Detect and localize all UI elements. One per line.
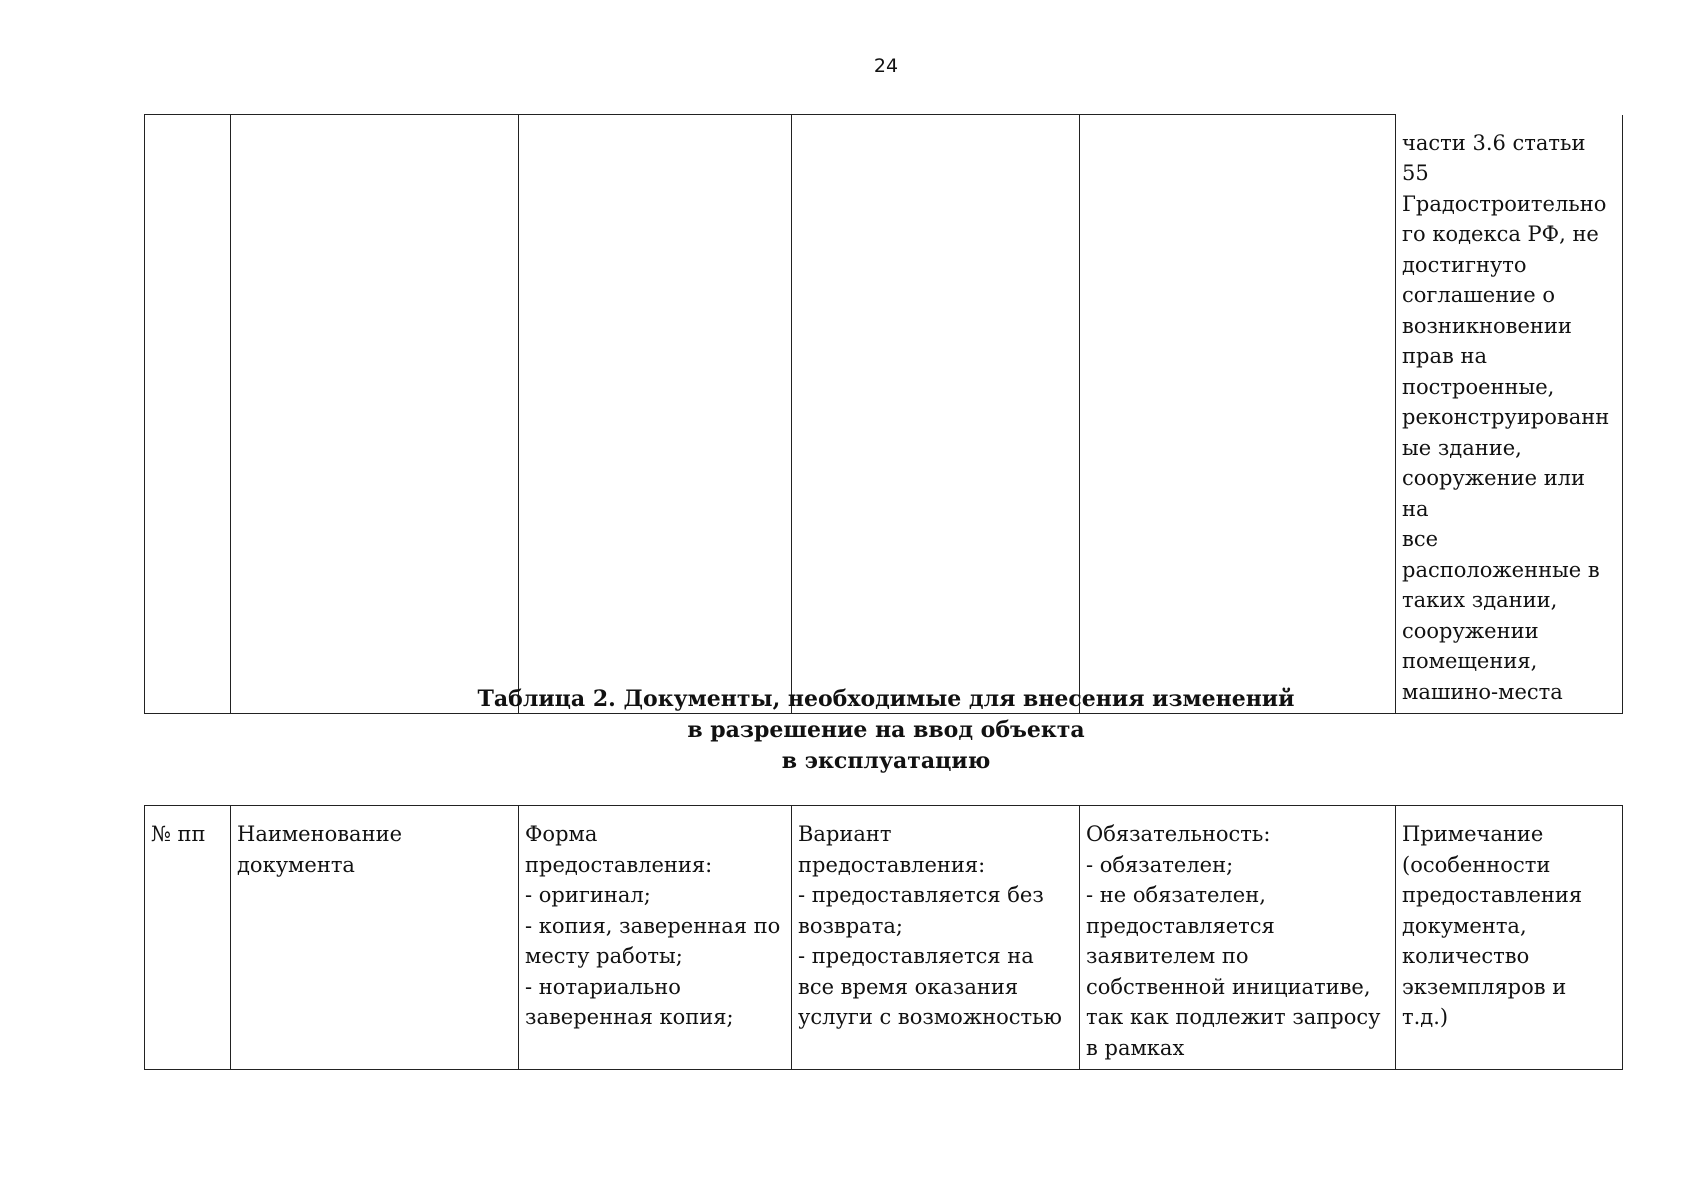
- header-document-name: Наименование документа: [231, 806, 519, 1070]
- table-2: [144, 805, 1623, 1070]
- header-form: Форма предоставления: - оригинал; - копия, заверенная по месту работы; - нотариально заверенная копия;: [519, 806, 792, 1070]
- table-2-title-line: в эксплуатацию: [781, 748, 991, 774]
- table-2-title: [0, 684, 1698, 777]
- header-note: Примечание (особенности предоставления документа, количество экземпляров и т.д.): [1396, 806, 1623, 1070]
- table-1-continuation: [144, 114, 1623, 714]
- table-header-row: [145, 806, 1623, 1070]
- table-cell-document-name: [231, 115, 519, 714]
- table-cell-number: [145, 115, 231, 714]
- table-cell-variant: [792, 115, 1080, 714]
- header-obligation: Обязательность: - обязателен; - не обязателен, предоставляется заявителем по собственной инициативе, так как подлежит запросу в рамках: [1080, 806, 1396, 1070]
- page-number: 24: [873, 55, 899, 77]
- table-cell-form: [519, 115, 792, 714]
- header-number: № пп: [145, 806, 231, 1070]
- table-row: [145, 115, 1623, 714]
- table-2-title-line: в разрешение на ввод объекта: [687, 717, 1085, 743]
- header-variant: Вариант предоставления: - предоставляется без возврата; - предоставляется на все время оказания услуги с возможностью: [792, 806, 1080, 1070]
- table-2-title-line: Таблица 2. Документы, необходимые для внесения изменений: [477, 686, 1295, 712]
- table-cell-note: части 3.6 статьи 55 Градостроительно го кодекса РФ, не достигнуто соглашение о возникновении прав на построенные, реконструированн ые здание, сооружение или на все расположенные в таких здании, сооружении помещения, машино-места: [1396, 115, 1623, 714]
- table-cell-obligation: [1080, 115, 1396, 714]
